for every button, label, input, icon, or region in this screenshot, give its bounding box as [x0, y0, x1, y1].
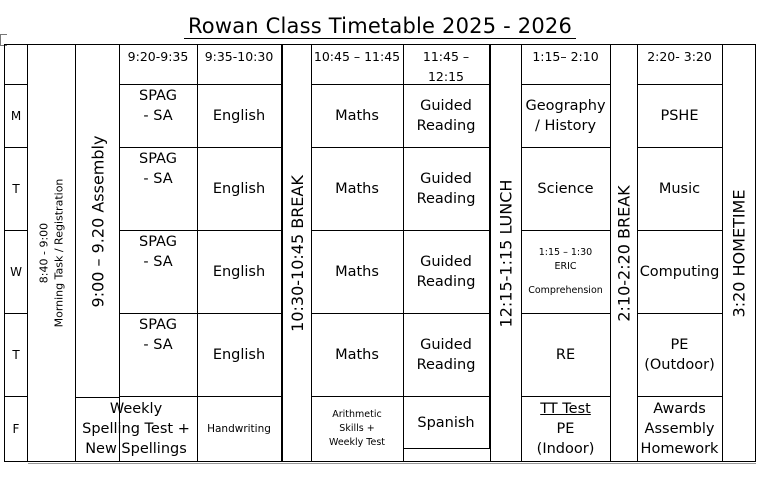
lesson-cell: Maths — [311, 230, 404, 314]
lesson-cell: Science — [521, 147, 611, 231]
time-header: 1:15– 2:10 — [521, 44, 611, 85]
pe-indoor-label: PE (Indoor) — [536, 421, 595, 457]
lesson-cell: English — [197, 84, 282, 148]
day-header-cell — [4, 44, 28, 85]
lesson-cell: Music — [637, 147, 723, 231]
day-label: T — [4, 313, 28, 397]
day-label: W — [4, 230, 28, 314]
hometime-label: 3:20 HOMETIME — [729, 189, 749, 317]
lesson-cell: Handwriting — [197, 397, 282, 462]
lesson-cell: Spanish — [403, 397, 490, 449]
lesson-cell: Computing — [637, 230, 723, 314]
lesson-cell-eric — [521, 230, 611, 314]
lesson-cell: Guided Reading — [403, 313, 490, 397]
time-header: 2:20- 3:20 — [637, 44, 723, 85]
break-label: 2:10-2:20 BREAK — [614, 184, 634, 322]
lesson-cell: English — [197, 230, 282, 314]
time-header: 10:45 – 11:45 — [311, 44, 404, 85]
lesson-cell: Maths — [311, 147, 404, 231]
lesson-cell: SPAG - SA — [119, 84, 198, 148]
lesson-cell: SPAG - SA — [119, 230, 198, 314]
day-label: T — [4, 147, 28, 231]
assembly-label: 9:00 – 9.20 Assembly — [88, 135, 107, 307]
time-header: 9:20-9:35 — [119, 44, 198, 85]
lesson-cell: English — [197, 313, 282, 397]
lesson-cell: Awards Assembly Homework — [637, 397, 723, 462]
lesson-cell: Guided Reading — [403, 147, 490, 231]
lesson-cell: Weekly Spelling Test + New Spellings — [75, 397, 198, 462]
break-label: 10:30-10:45 BREAK — [287, 174, 307, 332]
day-label: F — [4, 396, 28, 462]
lunch-label: 12:15-1:15 LUNCH — [496, 179, 516, 327]
lesson-cell: English — [197, 147, 282, 231]
bottom-rule — [28, 463, 756, 464]
lesson-cell: SPAG - SA — [119, 147, 198, 231]
lesson-cell: SPAG - SA — [119, 313, 198, 397]
lesson-cell: Arithmetic Skills + Weekly Test — [311, 397, 404, 462]
time-header: 9:35-10:30 — [197, 44, 282, 85]
lesson-cell: RE — [521, 313, 611, 397]
lesson-cell: Maths — [311, 313, 404, 397]
day-label: M — [4, 84, 28, 148]
eric-label: ERIC — [554, 260, 577, 272]
registration-label: 8:40 - 9:00 Morning Task / Registration — [37, 178, 66, 328]
lesson-cell-friday-afternoon — [521, 397, 611, 462]
time-header: 11:45 – 12:15 — [403, 44, 490, 85]
page-title: Rowan Class Timetable 2025 - 2026 — [0, 14, 760, 38]
tt-test-label: TT Test — [540, 401, 591, 417]
lesson-cell: Maths — [311, 84, 404, 148]
eric-time: 1:15 – 1:30 — [538, 246, 593, 258]
lesson-cell: PSHE — [637, 84, 723, 148]
lesson-cell: Guided Reading — [403, 230, 490, 314]
eric-comprehension: Comprehension — [528, 284, 603, 296]
lesson-cell: Geography / History — [521, 84, 611, 148]
lesson-cell: PE (Outdoor) — [637, 313, 723, 397]
lesson-cell: Guided Reading — [403, 84, 490, 148]
